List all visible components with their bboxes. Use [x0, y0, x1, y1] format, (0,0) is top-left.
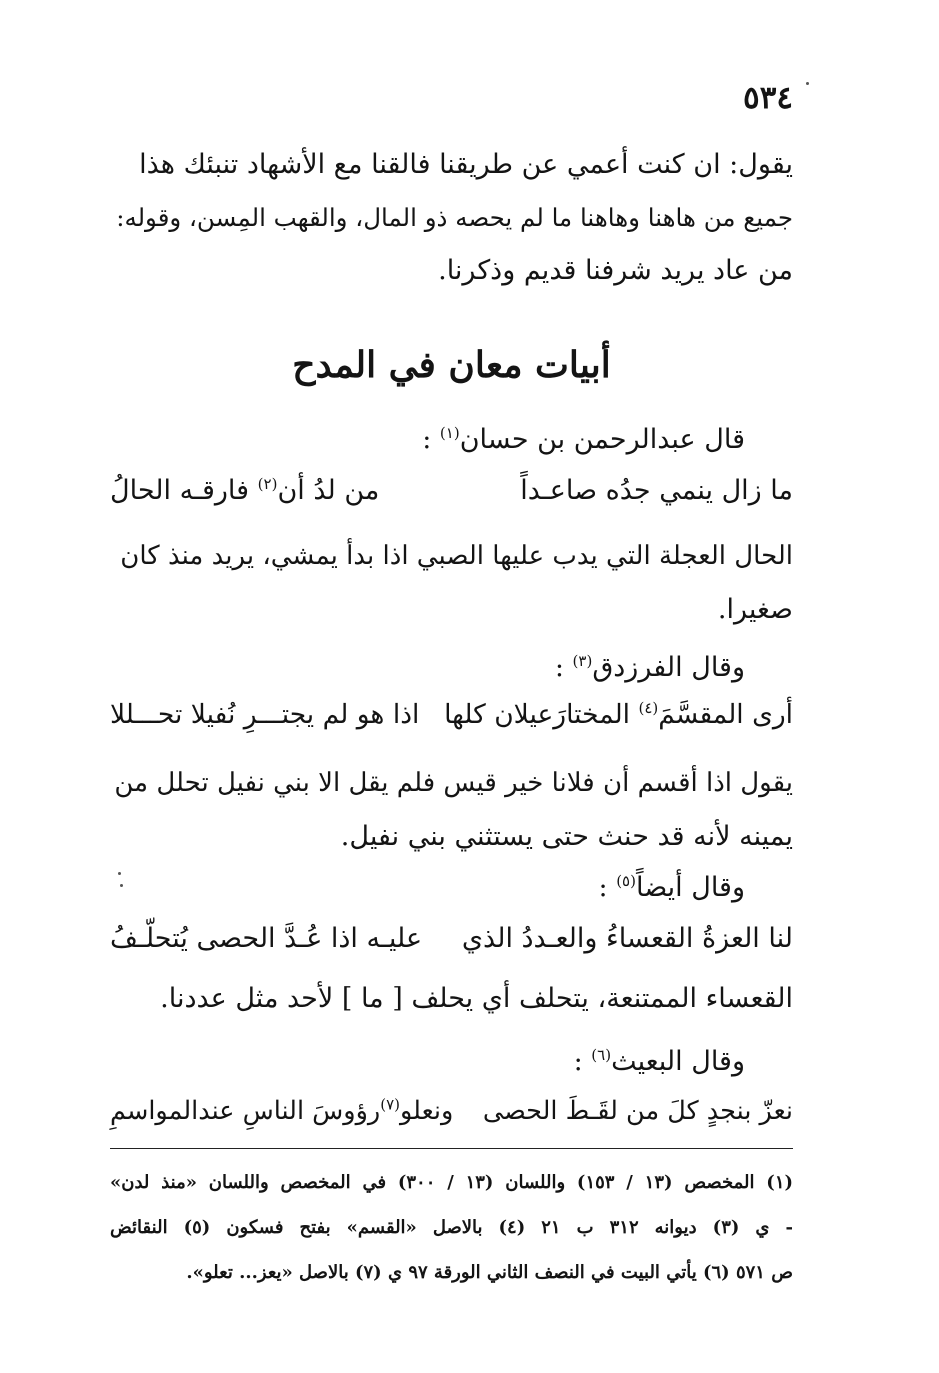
poet-intro-text: وقال أيضاً [635, 872, 745, 903]
commentary-paragraph [110, 757, 793, 863]
poet-intro-colon: : [573, 1046, 583, 1077]
scan-speck [120, 884, 123, 887]
paragraph-line: يقول اذا أقسم أن فلانا خير قيس فلم يقل الا بني نفيل تحلل من [114, 768, 793, 798]
footnotes [110, 1160, 793, 1295]
verse-text: رؤوسَ الناسِ عندالمواسمِ [110, 1096, 381, 1126]
poet-intro [422, 418, 745, 462]
commentary-paragraph [110, 972, 793, 1025]
verse-hemistich-first [444, 690, 793, 740]
verse-hemistich-second: عليـه اذا عُـدَّ الحصى يُتحلّـفُ [110, 923, 423, 954]
footnote-ref: (٦) [591, 1046, 612, 1064]
verse-hemistich-first: ما زال ينمي جدُه صاعـداً [520, 475, 793, 506]
paragraph-line: يمينه لأنه قد حنث حتى يستثني بني نفيل. [340, 821, 793, 852]
section-heading: أبيات معان في المدح [292, 344, 611, 386]
footnote-ref: (٢) [257, 475, 278, 493]
poet-intro [574, 1040, 745, 1084]
verse-line [110, 690, 793, 740]
paragraph-line: يقول: ان كنت أعمي عن طريقنا فالقنا مع الأشهاد تنبئك هذا [139, 149, 793, 180]
intro-paragraph [110, 138, 793, 297]
verse-text: من لدُ أن [277, 475, 380, 506]
page-number: ٥٣٤ [743, 80, 793, 116]
footnote-ref: (٧) [380, 1095, 400, 1114]
poet-intro-colon: : [554, 652, 564, 683]
poet-intro-text: وقال الفرزدق [592, 652, 745, 683]
footnote-ref: (٤) [638, 699, 659, 718]
verse-text: المختارَعيلان كلها [444, 699, 631, 730]
poet-intro-text: وقال البعيث [611, 1046, 745, 1077]
verse-hemistich-first: لنا العزةُ القعساءُ والعـددُ الذي [461, 923, 793, 954]
paragraph-line: من عاد يريد شرفنا قديم وذكرنا. [438, 255, 793, 286]
verse-hemistich-second [110, 466, 379, 516]
paragraph-line: جميع من هاهنا وهاهنا ما لم يحصه ذو المال، والقهب المِسن، وقوله: [116, 203, 793, 232]
poet-intro-text: قال عبدالرحمن بن حسان [459, 424, 745, 455]
footnote-line: ص ٥٧١ (٦) يأتي البيت في النصف الثاني الورقة ٩٧ ي (٧) بالاصل «يعز... تعلو». [186, 1262, 793, 1283]
footnote-ref: (٣) [572, 652, 593, 670]
verse-text: أرى المقسَّمَ [658, 699, 793, 730]
verse-hemistich-first: نعزّ بنجدٍ كلَ من لقَـطَ الحصى [482, 1096, 793, 1126]
scan-speck [118, 872, 121, 875]
commentary-paragraph [110, 530, 793, 636]
verse-hemistich-second: اذا هو لم يجتـــرِ نُفيلا تحـــللا [110, 699, 420, 730]
book-page [110, 0, 793, 1373]
paragraph-line: الحال العجلة التي يدب عليها الصبي اذا بدأ يمشي، يريد منذ كان [120, 541, 793, 571]
verse-hemistich-second [110, 1086, 453, 1136]
footnote-ref: (٥) [616, 872, 636, 890]
poet-intro-colon: : [598, 872, 608, 903]
verse-line [110, 914, 793, 964]
verse-line [110, 1086, 793, 1136]
footnote-divider [110, 1148, 793, 1149]
scan-speck [806, 82, 809, 85]
verse-text: ونعلو [400, 1096, 454, 1126]
footnote-line: - ي (٣) ديوانه ٣١٢ ب ٢١ (٤) بالاصل «القسم» بفتح فسكون (٥) النقائض [110, 1217, 793, 1238]
poet-intro [555, 646, 745, 690]
poet-intro [598, 866, 745, 910]
verse-line [110, 466, 793, 516]
paragraph-line: القعساء الممتنعة، يتحلف أي يحلف [ ما ] لأحد مثل عددنا. [160, 983, 793, 1014]
verse-text: فارقـه الحالُ [110, 475, 250, 506]
paragraph-line: صغيرا. [717, 594, 793, 625]
footnote-line: (١) المخصص (١٣ / ١٥٣) واللسان (١٣ / ٣٠٠) في المخصص واللسان «منذ لدن» [110, 1172, 793, 1193]
footnote-ref: (١) [439, 424, 460, 442]
poet-intro-colon: : [422, 424, 432, 455]
